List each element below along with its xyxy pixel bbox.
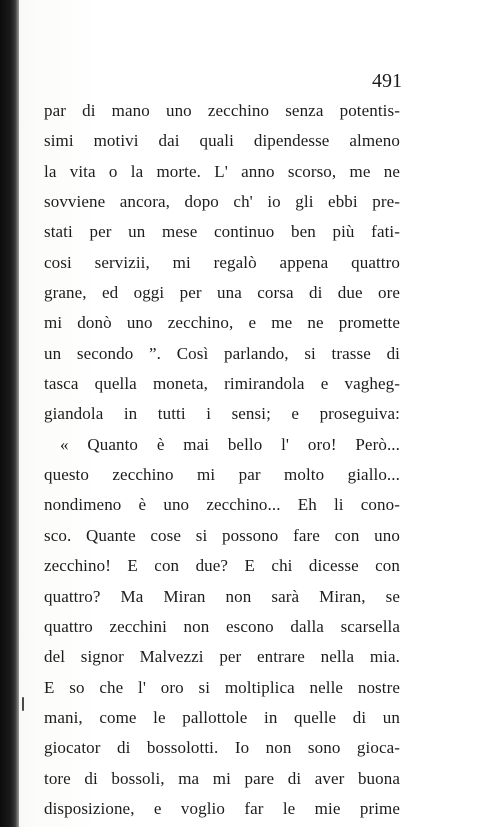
text-line: E so che l' oro si moltiplica nelle nostre bbox=[44, 677, 400, 697]
text-line: grane, ed oggi per una corsa di due ore bbox=[44, 283, 400, 303]
book-binding-shadow bbox=[0, 0, 19, 827]
text-line: sco. Quante cose si possono fare con uno bbox=[44, 525, 400, 545]
ink-speck bbox=[22, 697, 24, 711]
text-line: « Quanto è mai bello l' oro! Però... bbox=[60, 434, 400, 454]
text-line: quattro? Ma Miran non sarà Miran, se bbox=[44, 586, 400, 606]
text-line: mani, come le pallottole in quelle di un bbox=[44, 707, 400, 727]
text-line: del signor Malvezzi per entrare nella mia. bbox=[44, 647, 400, 667]
text-line: la vita o la morte. L' anno scorso, me ne bbox=[44, 161, 400, 181]
text-line: tore di bossoli, ma mi pare di aver buona bbox=[44, 768, 400, 788]
text-line: simi motivi dai quali dipendesse almeno bbox=[44, 131, 400, 151]
text-line: un secondo ”. Così parlando, si trasse di bbox=[44, 343, 400, 363]
page-number: 491 bbox=[372, 70, 402, 92]
text-line: sovviene ancora, dopo ch' io gli ebbi pre- bbox=[44, 192, 400, 212]
text-line: quattro zecchini non escono dalla scarsella bbox=[44, 616, 400, 636]
text-line: zecchino! E con due? E chi dicesse con bbox=[44, 556, 400, 576]
text-line: tasca quella moneta, rimirandola e vagheg- bbox=[44, 374, 400, 394]
text-line: questo zecchino mi par molto giallo... bbox=[44, 465, 400, 485]
text-line: giocator di bossolotti. Io non sono gioca- bbox=[44, 738, 400, 758]
text-line: mi donò uno zecchino, e me ne promette bbox=[44, 313, 400, 333]
page-text bbox=[44, 96, 400, 824]
text-line: nondimeno è uno zecchino... Eh li cono- bbox=[44, 495, 400, 515]
text-line: stati per un mese continuo ben più fati- bbox=[44, 222, 400, 242]
text-line: disposizione, e voglio far le mie prime bbox=[44, 798, 400, 818]
text-line: giandola in tutti i sensi; e proseguiva: bbox=[44, 404, 400, 424]
text-line: par di mano uno zecchino senza potentis- bbox=[44, 101, 400, 120]
text-line: cosi servizii, mi regalò appena quattro bbox=[44, 252, 400, 272]
